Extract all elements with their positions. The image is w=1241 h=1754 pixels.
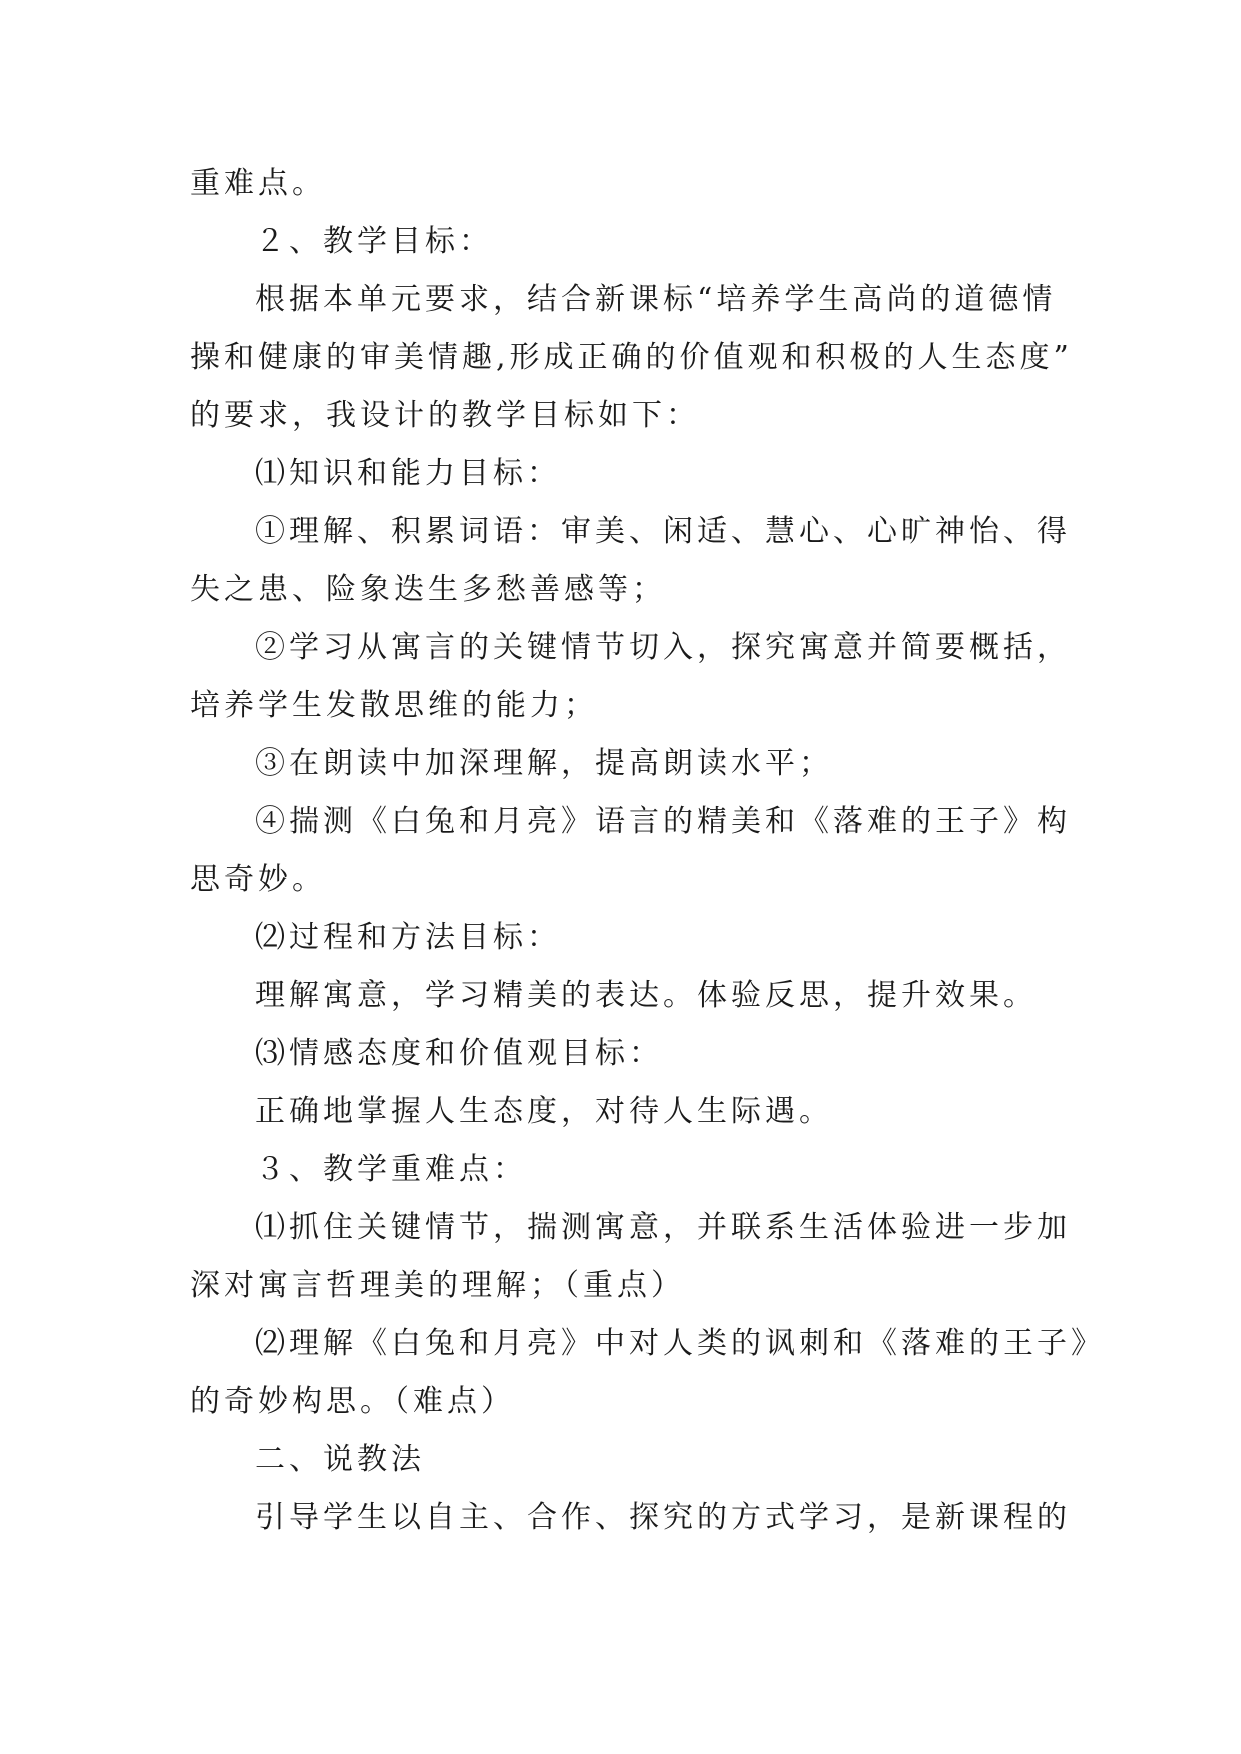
text-line: ⑴抓住关键情节，揣测寓意，并联系生活体验进一步加 <box>255 1210 1071 1245</box>
text-line: ⑵理解《白兔和月亮》中对人类的讽刺和《落难的王子》 <box>255 1326 1105 1361</box>
text-line: ③在朗读中加深理解，提高朗读水平； <box>255 746 833 781</box>
text-line: 失之患、险象迭生多愁善感等； <box>190 572 666 607</box>
text-line: 重难点。 <box>190 166 326 201</box>
text-line: 引导学生以自主、合作、探究的方式学习，是新课程的 <box>255 1500 1071 1535</box>
text-line: 理解寓意，学习精美的表达。体验反思，提升效果。 <box>255 978 1037 1013</box>
text-line: ①理解、积累词语：审美、闲适、慧心、心旷神怡、得 <box>255 514 1071 549</box>
text-line: ④揣测《白兔和月亮》语言的精美和《落难的王子》构 <box>255 804 1071 839</box>
text-line: 思奇妙。 <box>190 862 326 897</box>
text-line: 深对寓言哲理美的理解；（重点） <box>190 1268 685 1303</box>
subsection-heading: ⑶情感态度和价值观目标： <box>255 1036 663 1071</box>
text-line: 的奇妙构思。（难点） <box>190 1384 515 1419</box>
text-line: 培养学生发散思维的能力； <box>190 688 598 723</box>
text-line: 根据本单元要求，结合新课标“培养学生高尚的道德情 <box>255 282 1057 317</box>
text-line: 的要求，我设计的教学目标如下： <box>190 398 700 433</box>
text-line: 操和健康的审美情趣,形成正确的价值观和积极的人生态度” <box>190 340 1073 375</box>
text-line: 正确地掌握人生态度，对待人生际遇。 <box>255 1094 833 1129</box>
section-heading: ２、教学目标： <box>255 224 493 259</box>
subsection-heading: ⑴知识和能力目标： <box>255 456 561 491</box>
section-heading: 二、说教法 <box>255 1442 425 1477</box>
section-heading: ３、教学重难点： <box>255 1152 527 1187</box>
text-line: ②学习从寓言的关键情节切入，探究寓意并简要概括， <box>255 630 1071 665</box>
subsection-heading: ⑵过程和方法目标： <box>255 920 561 955</box>
